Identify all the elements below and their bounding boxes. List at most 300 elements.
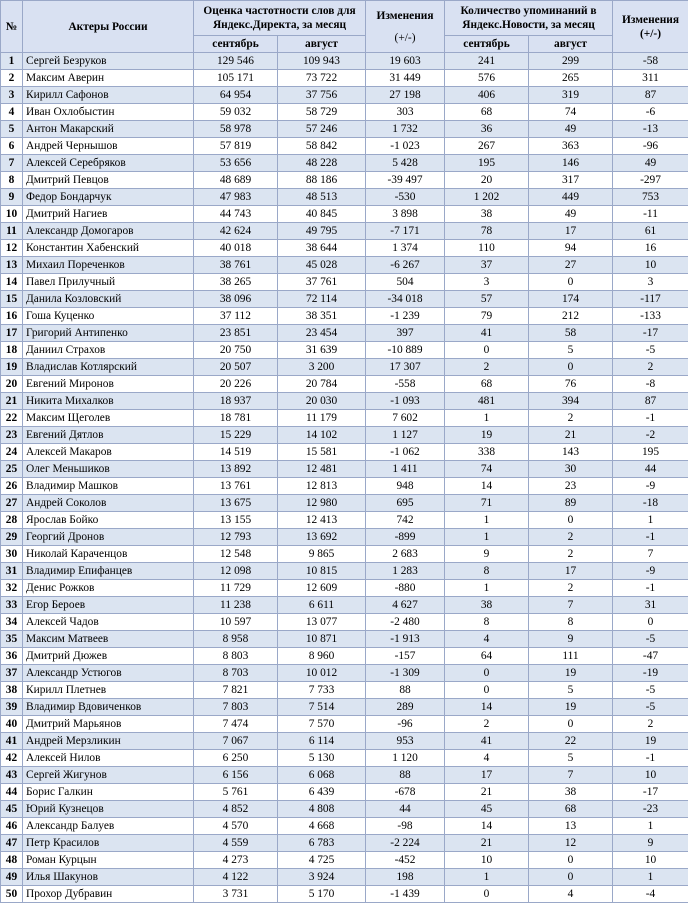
- actor-name: Федор Бондарчук: [23, 189, 194, 206]
- row-number: 2: [1, 70, 23, 87]
- actor-name: Прохор Дубравин: [23, 886, 194, 903]
- table-row: [1, 767, 688, 784]
- direct-change: 17 307: [366, 359, 445, 376]
- direct-september: 13 892: [194, 461, 278, 478]
- direct-september: 38 761: [194, 257, 278, 274]
- direct-september: 10 597: [194, 614, 278, 631]
- direct-september: 53 656: [194, 155, 278, 172]
- direct-september: 105 171: [194, 70, 278, 87]
- direct-september: 4 570: [194, 818, 278, 835]
- news-august: 94: [529, 240, 613, 257]
- news-september: 19: [445, 427, 529, 444]
- news-august: 2: [529, 546, 613, 563]
- direct-august: 6 114: [278, 733, 366, 750]
- direct-august: 7 570: [278, 716, 366, 733]
- table-row: [1, 699, 688, 716]
- row-number: 5: [1, 121, 23, 138]
- direct-september: 40 018: [194, 240, 278, 257]
- direct-august: 10 871: [278, 631, 366, 648]
- direct-september: 59 032: [194, 104, 278, 121]
- table-row: [1, 665, 688, 682]
- direct-august: 3 200: [278, 359, 366, 376]
- news-september: 68: [445, 376, 529, 393]
- direct-september: 11 238: [194, 597, 278, 614]
- direct-change: 742: [366, 512, 445, 529]
- direct-august: 40 845: [278, 206, 366, 223]
- direct-august: 109 943: [278, 53, 366, 70]
- direct-september: 12 098: [194, 563, 278, 580]
- news-september: 0: [445, 682, 529, 699]
- news-change: -96: [613, 138, 688, 155]
- table-row: [1, 291, 688, 308]
- row-number: 6: [1, 138, 23, 155]
- news-change: -17: [613, 784, 688, 801]
- direct-change: -1 439: [366, 886, 445, 903]
- news-august: 0: [529, 716, 613, 733]
- news-change: 7: [613, 546, 688, 563]
- news-change: 2: [613, 716, 688, 733]
- table-row: [1, 410, 688, 427]
- row-number: 7: [1, 155, 23, 172]
- actor-name: Александр Устюгов: [23, 665, 194, 682]
- news-change: 0: [613, 614, 688, 631]
- news-august: 111: [529, 648, 613, 665]
- actor-name: Дмитрий Дюжев: [23, 648, 194, 665]
- actor-name: Юрий Кузнецов: [23, 801, 194, 818]
- direct-september: 18 937: [194, 393, 278, 410]
- direct-change: 3 898: [366, 206, 445, 223]
- direct-change: 7 602: [366, 410, 445, 427]
- direct-august: 7 733: [278, 682, 366, 699]
- direct-change: 1 127: [366, 427, 445, 444]
- news-august: 13: [529, 818, 613, 835]
- direct-september: 12 548: [194, 546, 278, 563]
- actor-name: Гоша Куценко: [23, 308, 194, 325]
- table-row: [1, 478, 688, 495]
- news-september: 21: [445, 835, 529, 852]
- direct-august: 58 729: [278, 104, 366, 121]
- direct-august: 13 692: [278, 529, 366, 546]
- table-row: [1, 155, 688, 172]
- news-change: 9: [613, 835, 688, 852]
- direct-august: 45 028: [278, 257, 366, 274]
- actor-name: Алексей Нилов: [23, 750, 194, 767]
- direct-change: 289: [366, 699, 445, 716]
- direct-september: 42 624: [194, 223, 278, 240]
- actor-name: Константин Хабенский: [23, 240, 194, 257]
- table-row: [1, 427, 688, 444]
- news-september: 1: [445, 529, 529, 546]
- news-change: -1: [613, 750, 688, 767]
- news-change: 61: [613, 223, 688, 240]
- row-number: 26: [1, 478, 23, 495]
- row-number: 39: [1, 699, 23, 716]
- direct-change: 27 198: [366, 87, 445, 104]
- news-august: 74: [529, 104, 613, 121]
- direct-august: 31 639: [278, 342, 366, 359]
- actor-name: Андрей Соколов: [23, 495, 194, 512]
- direct-august: 12 413: [278, 512, 366, 529]
- row-number: 43: [1, 767, 23, 784]
- actor-name: Максим Щеголев: [23, 410, 194, 427]
- direct-change: -1 239: [366, 308, 445, 325]
- table-row: [1, 53, 688, 70]
- news-september: 45: [445, 801, 529, 818]
- row-number: 41: [1, 733, 23, 750]
- table-row: [1, 342, 688, 359]
- row-number: 36: [1, 648, 23, 665]
- news-august: 5: [529, 342, 613, 359]
- direct-september: 7 067: [194, 733, 278, 750]
- news-change: 10: [613, 257, 688, 274]
- direct-change: -96: [366, 716, 445, 733]
- news-september: 10: [445, 852, 529, 869]
- actor-name: Андрей Мерзликин: [23, 733, 194, 750]
- actor-name: Олег Меньшиков: [23, 461, 194, 478]
- news-change: 10: [613, 767, 688, 784]
- actor-name: Евгений Миронов: [23, 376, 194, 393]
- news-august: 212: [529, 308, 613, 325]
- news-august: 2: [529, 580, 613, 597]
- actor-name: Евгений Дятлов: [23, 427, 194, 444]
- news-september: 17: [445, 767, 529, 784]
- news-august: 5: [529, 750, 613, 767]
- table-row: [1, 512, 688, 529]
- news-august: 19: [529, 665, 613, 682]
- table-row: [1, 801, 688, 818]
- row-number: 10: [1, 206, 23, 223]
- direct-change: 88: [366, 682, 445, 699]
- direct-september: 8 803: [194, 648, 278, 665]
- news-september: 9: [445, 546, 529, 563]
- direct-change: 19 603: [366, 53, 445, 70]
- news-august: 174: [529, 291, 613, 308]
- direct-september: 38 096: [194, 291, 278, 308]
- direct-august: 5 170: [278, 886, 366, 903]
- direct-change: -98: [366, 818, 445, 835]
- news-change: -2: [613, 427, 688, 444]
- actor-name: Максим Аверин: [23, 70, 194, 87]
- news-september: 71: [445, 495, 529, 512]
- news-september: 0: [445, 665, 529, 682]
- news-change: 195: [613, 444, 688, 461]
- direct-august: 57 246: [278, 121, 366, 138]
- direct-september: 18 781: [194, 410, 278, 427]
- direct-august: 38 644: [278, 240, 366, 257]
- actor-name: Григорий Антипенко: [23, 325, 194, 342]
- news-change: -47: [613, 648, 688, 665]
- direct-september: 5 761: [194, 784, 278, 801]
- header-direct: Оценка частотности слов для Яндекс.Директа, за месяц: [194, 1, 366, 36]
- news-september: 36: [445, 121, 529, 138]
- row-number: 14: [1, 274, 23, 291]
- row-number: 18: [1, 342, 23, 359]
- direct-august: 20 784: [278, 376, 366, 393]
- direct-september: 20 226: [194, 376, 278, 393]
- table-row: [1, 546, 688, 563]
- header-news-aug: август: [529, 36, 613, 53]
- news-change: -17: [613, 325, 688, 342]
- row-number: 37: [1, 665, 23, 682]
- news-change: 44: [613, 461, 688, 478]
- table-row: [1, 393, 688, 410]
- news-change: -5: [613, 682, 688, 699]
- row-number: 30: [1, 546, 23, 563]
- direct-change: -558: [366, 376, 445, 393]
- news-change: 753: [613, 189, 688, 206]
- news-september: 1: [445, 869, 529, 886]
- header-num: №: [1, 1, 23, 53]
- table-row: [1, 308, 688, 325]
- actor-name: Владимир Вдовиченков: [23, 699, 194, 716]
- table-row: [1, 444, 688, 461]
- table-row: [1, 529, 688, 546]
- actor-name: Борис Галкин: [23, 784, 194, 801]
- news-change: -133: [613, 308, 688, 325]
- direct-september: 4 852: [194, 801, 278, 818]
- direct-change: 1 120: [366, 750, 445, 767]
- row-number: 17: [1, 325, 23, 342]
- table-row: [1, 189, 688, 206]
- table-row: [1, 648, 688, 665]
- news-september: 14: [445, 478, 529, 495]
- direct-september: 6 250: [194, 750, 278, 767]
- direct-september: 64 954: [194, 87, 278, 104]
- news-change: -297: [613, 172, 688, 189]
- table-row: [1, 206, 688, 223]
- direct-change: 198: [366, 869, 445, 886]
- row-number: 27: [1, 495, 23, 512]
- table-row: [1, 325, 688, 342]
- direct-change: 44: [366, 801, 445, 818]
- row-number: 1: [1, 53, 23, 70]
- news-change: -5: [613, 699, 688, 716]
- direct-september: 11 729: [194, 580, 278, 597]
- direct-change: -2 480: [366, 614, 445, 631]
- news-august: 49: [529, 206, 613, 223]
- news-august: 7: [529, 597, 613, 614]
- direct-august: 58 842: [278, 138, 366, 155]
- direct-change: 1 374: [366, 240, 445, 257]
- table-row: [1, 461, 688, 478]
- direct-august: 14 102: [278, 427, 366, 444]
- actor-name: Даниил Страхов: [23, 342, 194, 359]
- direct-september: 7 803: [194, 699, 278, 716]
- direct-september: 12 793: [194, 529, 278, 546]
- direct-september: 15 229: [194, 427, 278, 444]
- news-august: 89: [529, 495, 613, 512]
- direct-september: 7 821: [194, 682, 278, 699]
- news-august: 0: [529, 852, 613, 869]
- news-august: 7: [529, 767, 613, 784]
- actor-name: Кирилл Сафонов: [23, 87, 194, 104]
- actor-name: Алексей Макаров: [23, 444, 194, 461]
- direct-august: 49 795: [278, 223, 366, 240]
- news-august: 146: [529, 155, 613, 172]
- news-august: 38: [529, 784, 613, 801]
- table-row: [1, 580, 688, 597]
- news-september: 241: [445, 53, 529, 70]
- news-august: 5: [529, 682, 613, 699]
- news-september: 481: [445, 393, 529, 410]
- direct-change: 1 283: [366, 563, 445, 580]
- actor-name: Данила Козловский: [23, 291, 194, 308]
- table-row: [1, 869, 688, 886]
- news-change: -117: [613, 291, 688, 308]
- news-august: 21: [529, 427, 613, 444]
- direct-change: 2 683: [366, 546, 445, 563]
- table-row: [1, 614, 688, 631]
- news-change: -11: [613, 206, 688, 223]
- direct-change: -1 062: [366, 444, 445, 461]
- row-number: 24: [1, 444, 23, 461]
- direct-august: 13 077: [278, 614, 366, 631]
- row-number: 19: [1, 359, 23, 376]
- direct-august: 6 783: [278, 835, 366, 852]
- news-september: 14: [445, 818, 529, 835]
- actor-name: Александр Балуев: [23, 818, 194, 835]
- row-number: 46: [1, 818, 23, 835]
- actor-name: Дмитрий Нагиев: [23, 206, 194, 223]
- news-september: 3: [445, 274, 529, 291]
- news-august: 17: [529, 223, 613, 240]
- direct-change: 31 449: [366, 70, 445, 87]
- direct-august: 5 130: [278, 750, 366, 767]
- table-row: [1, 172, 688, 189]
- direct-change: -678: [366, 784, 445, 801]
- direct-change: -1 309: [366, 665, 445, 682]
- table-row: [1, 104, 688, 121]
- news-september: 8: [445, 563, 529, 580]
- news-september: 195: [445, 155, 529, 172]
- table-row: [1, 682, 688, 699]
- direct-august: 3 924: [278, 869, 366, 886]
- direct-august: 23 454: [278, 325, 366, 342]
- row-number: 4: [1, 104, 23, 121]
- direct-change: -7 171: [366, 223, 445, 240]
- actor-name: Иван Охлобыстин: [23, 104, 194, 121]
- direct-change: -880: [366, 580, 445, 597]
- row-number: 35: [1, 631, 23, 648]
- direct-change: 397: [366, 325, 445, 342]
- news-change: 16: [613, 240, 688, 257]
- actor-name: Георгий Дронов: [23, 529, 194, 546]
- news-august: 68: [529, 801, 613, 818]
- direct-september: 20 750: [194, 342, 278, 359]
- direct-august: 11 179: [278, 410, 366, 427]
- table-row: [1, 274, 688, 291]
- direct-change: 4 627: [366, 597, 445, 614]
- direct-august: 15 581: [278, 444, 366, 461]
- actor-name: Николай Караченцов: [23, 546, 194, 563]
- news-september: 20: [445, 172, 529, 189]
- direct-august: 6 611: [278, 597, 366, 614]
- news-change: 2: [613, 359, 688, 376]
- news-change: -9: [613, 478, 688, 495]
- table-row: [1, 597, 688, 614]
- news-august: 0: [529, 512, 613, 529]
- direct-change: -6 267: [366, 257, 445, 274]
- news-august: 17: [529, 563, 613, 580]
- news-change: 1: [613, 512, 688, 529]
- direct-september: 7 474: [194, 716, 278, 733]
- table-row: [1, 818, 688, 835]
- direct-august: 8 960: [278, 648, 366, 665]
- direct-august: 4 725: [278, 852, 366, 869]
- direct-august: 88 186: [278, 172, 366, 189]
- news-change: -1: [613, 580, 688, 597]
- direct-august: 37 756: [278, 87, 366, 104]
- news-change: -1: [613, 529, 688, 546]
- news-august: 0: [529, 274, 613, 291]
- table-row: [1, 257, 688, 274]
- actor-name: Андрей Чернышов: [23, 138, 194, 155]
- news-change: -5: [613, 342, 688, 359]
- direct-september: 6 156: [194, 767, 278, 784]
- news-september: 1: [445, 580, 529, 597]
- direct-august: 20 030: [278, 393, 366, 410]
- news-change: -6: [613, 104, 688, 121]
- row-number: 22: [1, 410, 23, 427]
- news-september: 406: [445, 87, 529, 104]
- direct-august: 9 865: [278, 546, 366, 563]
- row-number: 9: [1, 189, 23, 206]
- direct-september: 4 559: [194, 835, 278, 852]
- direct-september: 20 507: [194, 359, 278, 376]
- direct-august: 12 980: [278, 495, 366, 512]
- direct-september: 8 958: [194, 631, 278, 648]
- row-number: 11: [1, 223, 23, 240]
- direct-change: -157: [366, 648, 445, 665]
- actor-name: Роман Курцын: [23, 852, 194, 869]
- table-row: [1, 87, 688, 104]
- actor-name: Никита Михалков: [23, 393, 194, 410]
- row-number: 49: [1, 869, 23, 886]
- table-row: [1, 563, 688, 580]
- news-august: 76: [529, 376, 613, 393]
- direct-change: 1 732: [366, 121, 445, 138]
- news-change: 19: [613, 733, 688, 750]
- news-september: 38: [445, 597, 529, 614]
- table-row: [1, 495, 688, 512]
- actor-name: Алексей Чадов: [23, 614, 194, 631]
- direct-september: 57 819: [194, 138, 278, 155]
- news-august: 265: [529, 70, 613, 87]
- actor-name: Денис Рожков: [23, 580, 194, 597]
- actor-name: Дмитрий Певцов: [23, 172, 194, 189]
- news-september: 74: [445, 461, 529, 478]
- news-change: -18: [613, 495, 688, 512]
- direct-september: 38 265: [194, 274, 278, 291]
- direct-change: 88: [366, 767, 445, 784]
- news-september: 110: [445, 240, 529, 257]
- row-number: 48: [1, 852, 23, 869]
- news-august: 0: [529, 359, 613, 376]
- actor-name: Сергей Безруков: [23, 53, 194, 70]
- direct-august: 12 609: [278, 580, 366, 597]
- direct-change: 5 428: [366, 155, 445, 172]
- table-row: [1, 716, 688, 733]
- actor-name: Сергей Жигунов: [23, 767, 194, 784]
- news-september: 21: [445, 784, 529, 801]
- news-change: -19: [613, 665, 688, 682]
- news-september: 41: [445, 325, 529, 342]
- direct-september: 23 851: [194, 325, 278, 342]
- news-september: 79: [445, 308, 529, 325]
- actor-name: Антон Макарский: [23, 121, 194, 138]
- news-august: 2: [529, 410, 613, 427]
- news-august: 27: [529, 257, 613, 274]
